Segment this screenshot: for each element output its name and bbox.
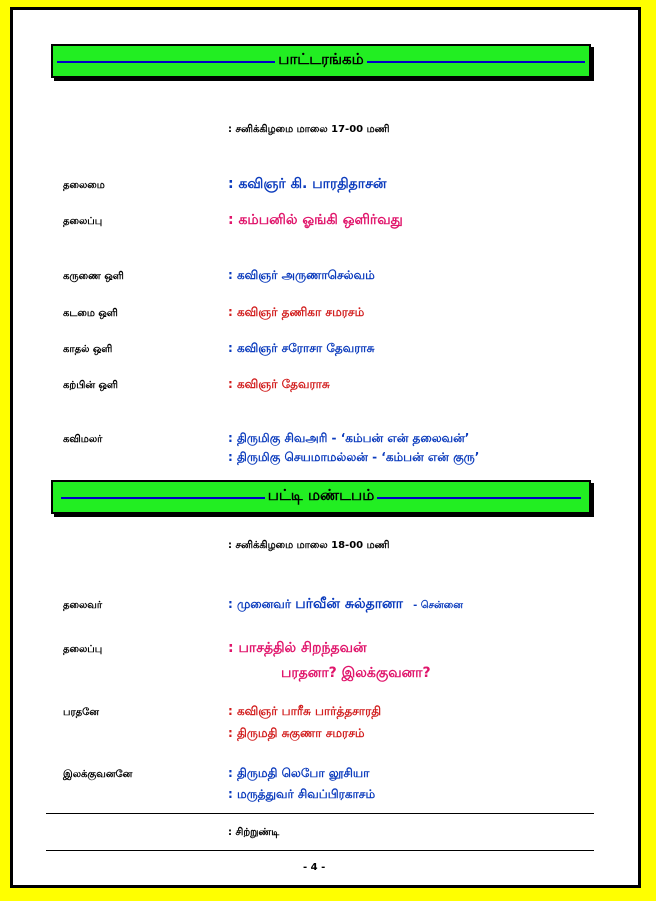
refreshment: : சிற்றுண்டி [228,827,280,838]
label-thalaippu: தலைப்பு [63,216,103,227]
label-kadamai: கடமை ஒளி [63,308,118,319]
divider-bottom [46,850,594,851]
value-karunai: : கவிஞர் அருணாசெல்வம் [228,268,375,282]
kavimalar-line2: : திருமிகு செயமாமல்லன் - ‘கம்பன் என் குரு’ [228,450,480,464]
ilakkuvanane-line1: : திருமதி லெபோ லூசியா [228,766,370,780]
label-thalaimai: தலைமை [63,180,105,191]
label-karunai: கருணை ஒளி [63,271,124,282]
value-thalaippu: : கம்பனில் ஓங்கி ஒளிர்வது [228,212,403,228]
section1-title: பாட்டரங்கம் [53,50,589,70]
label-bharathane: பரதனே [63,707,99,718]
section2-time: : சனிக்கிழமை மாலை 18-00 மணி [228,540,390,551]
page [10,7,641,888]
kavimalar-line1: : திருமிகு சிவஅரி - ‘கம்பன் என் தலைவன்’ [228,431,470,445]
bharathane-line2: : திருமதி சுகுணா சமரசம் [228,726,365,740]
page-number: - 4 - [303,862,326,873]
label-thalaippu-2: தலைப்பு [63,644,103,655]
section2-title: பட்டி மண்டபம் [53,486,589,506]
leader-name: பர்வீன் சுல்தானா [295,596,403,612]
value-kadamai: : கவிஞர் தணிகா சமரசம் [228,305,365,319]
topic-line1: : பாசத்தில் சிறந்தவன் [228,640,367,656]
label-karpin: கற்பின் ஒளி [63,380,118,391]
label-kavimalar: கவிமலர் [63,434,103,445]
value-thalaimai: : கவிஞர் கி. பாரதிதாசன் [228,176,387,192]
leader-prefix: : முனைவர் [228,597,292,611]
value-leader [228,596,463,614]
label-kathal: காதல் ஒளி [63,344,113,355]
label-ilakkuvanane: இலக்குவனனே [63,769,133,780]
leader-place: - சென்னை [413,600,463,611]
bharathane-line1: : கவிஞர் பாரீசு பார்த்தசாரதி [228,704,382,718]
value-kathal: : கவிஞர் சரோசா தேவராசு [228,341,375,355]
section2-banner [51,480,591,514]
ilakkuvanane-line2: : மருத்துவர் சிவப்பிரகாசம் [228,787,376,801]
divider-top [46,813,594,814]
topic-line2: பரதனா? இலக்குவனா? [281,665,431,681]
value-karpin: : கவிஞர் தேவராசு [228,377,330,391]
label-thalaivar: தலைவர் [63,600,103,611]
section1-banner [51,44,591,78]
section1-time: : சனிக்கிழமை மாலை 17-00 மணி [228,124,390,135]
